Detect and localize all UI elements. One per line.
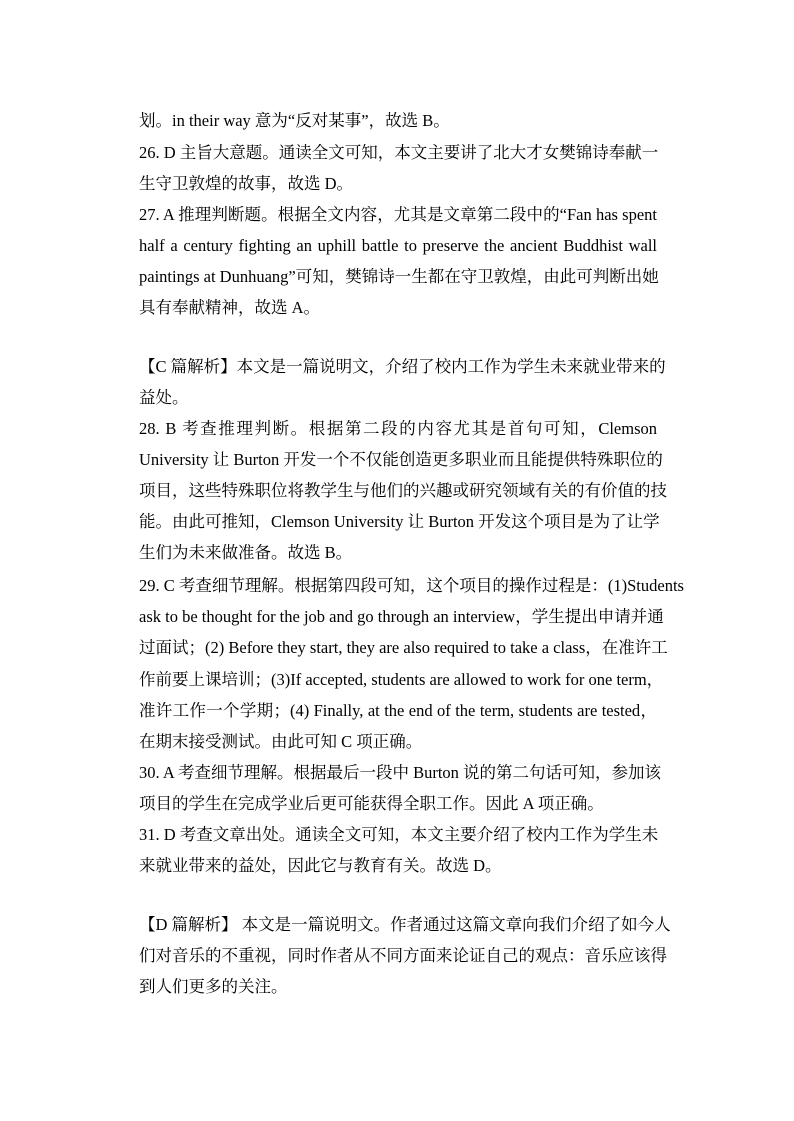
text-line-24: 来就业带来的益处，因此它与教育有关。故选 D。 bbox=[139, 856, 502, 875]
text-line-14: 生们为未来做准备。故选 B。 bbox=[139, 543, 353, 562]
text-line-26: 们对音乐的不重视，同时作者从不同方面来论证自己的观点：音乐应该得 bbox=[139, 946, 667, 965]
text-line-17: 过面试；(2) Before they start, they are also required to take a class，在准许工 bbox=[139, 638, 668, 657]
text-line-6: paintings at Dunhuang”可知，樊锦诗一生都在守卫敦煌，由此可判断出她 bbox=[139, 267, 659, 286]
text-line-13: 能。由此可推知，Clemson University 让 Burton 开发这个项目是为了让学 bbox=[139, 512, 660, 531]
text-line-4: 27. A 推理判断题。根据全文内容，尤其是文章第二段中的“Fan has spent bbox=[139, 205, 657, 224]
text-line-27: 到人们更多的关注。 bbox=[139, 977, 288, 996]
section-d-heading-line: 【D 篇解析】 本文是一篇说明文。作者通过这篇文章向我们介绍了如今人 bbox=[139, 915, 671, 934]
text-line-5: half a century fighting an uphill battle to preserve the ancient Buddhist wall bbox=[139, 236, 657, 255]
text-line-23: 31. D 考查文章出处。通读全文可知，本文主要介绍了校内工作为学生未 bbox=[139, 825, 659, 844]
text-line-10: 28. B 考查推理判断。根据第二段的内容尤其是首句可知，Clemson bbox=[139, 419, 657, 438]
text-line-22: 项目的学生在完成学业后更可能获得全职工作。因此 A 项正确。 bbox=[139, 794, 604, 813]
text-line-2: 26. D 主旨大意题。通读全文可知，本文主要讲了北大才女樊锦诗奉献一 bbox=[139, 143, 659, 162]
text-line-7: 具有奉献精神，故选 A。 bbox=[139, 298, 321, 317]
section-c-heading-line: 【C 篇解析】本文是一篇说明文，介绍了校内工作为学生未来就业带来的 bbox=[139, 357, 666, 376]
text-line-11: University 让 Burton 开发一个不仅能创造更多职业而且能提供特殊职位的 bbox=[139, 450, 663, 469]
text-line-3: 生守卫敦煌的故事，故选 D。 bbox=[139, 174, 354, 193]
text-line-19: 准许工作一个学期；(4) Finally, at the end of the term, students are tested， bbox=[139, 701, 657, 720]
text-line-20: 在期末接受测试。由此可知 C 项正确。 bbox=[139, 732, 423, 751]
text-line-12: 项目，这些特殊职位将教学生与他们的兴趣或研究领域有关的有价值的技 bbox=[139, 481, 667, 500]
text-line-15: 29. C 考查细节理解。根据第四段可知，这个项目的操作过程是：(1)Students bbox=[139, 576, 684, 595]
text-line-18: 作前要上课培训；(3)If accepted, students are allowed to work for one term， bbox=[139, 670, 664, 689]
text-line-21: 30. A 考查细节理解。根据最后一段中 Burton 说的第二句话可知，参加该 bbox=[139, 763, 662, 782]
text-line-9: 益处。 bbox=[139, 388, 189, 407]
text-line-16: ask to be thought for the job and go through an interview，学生提出申请并通 bbox=[139, 607, 664, 626]
text-line-1: 划。in their way 意为“反对某事”，故选 B。 bbox=[139, 111, 450, 130]
